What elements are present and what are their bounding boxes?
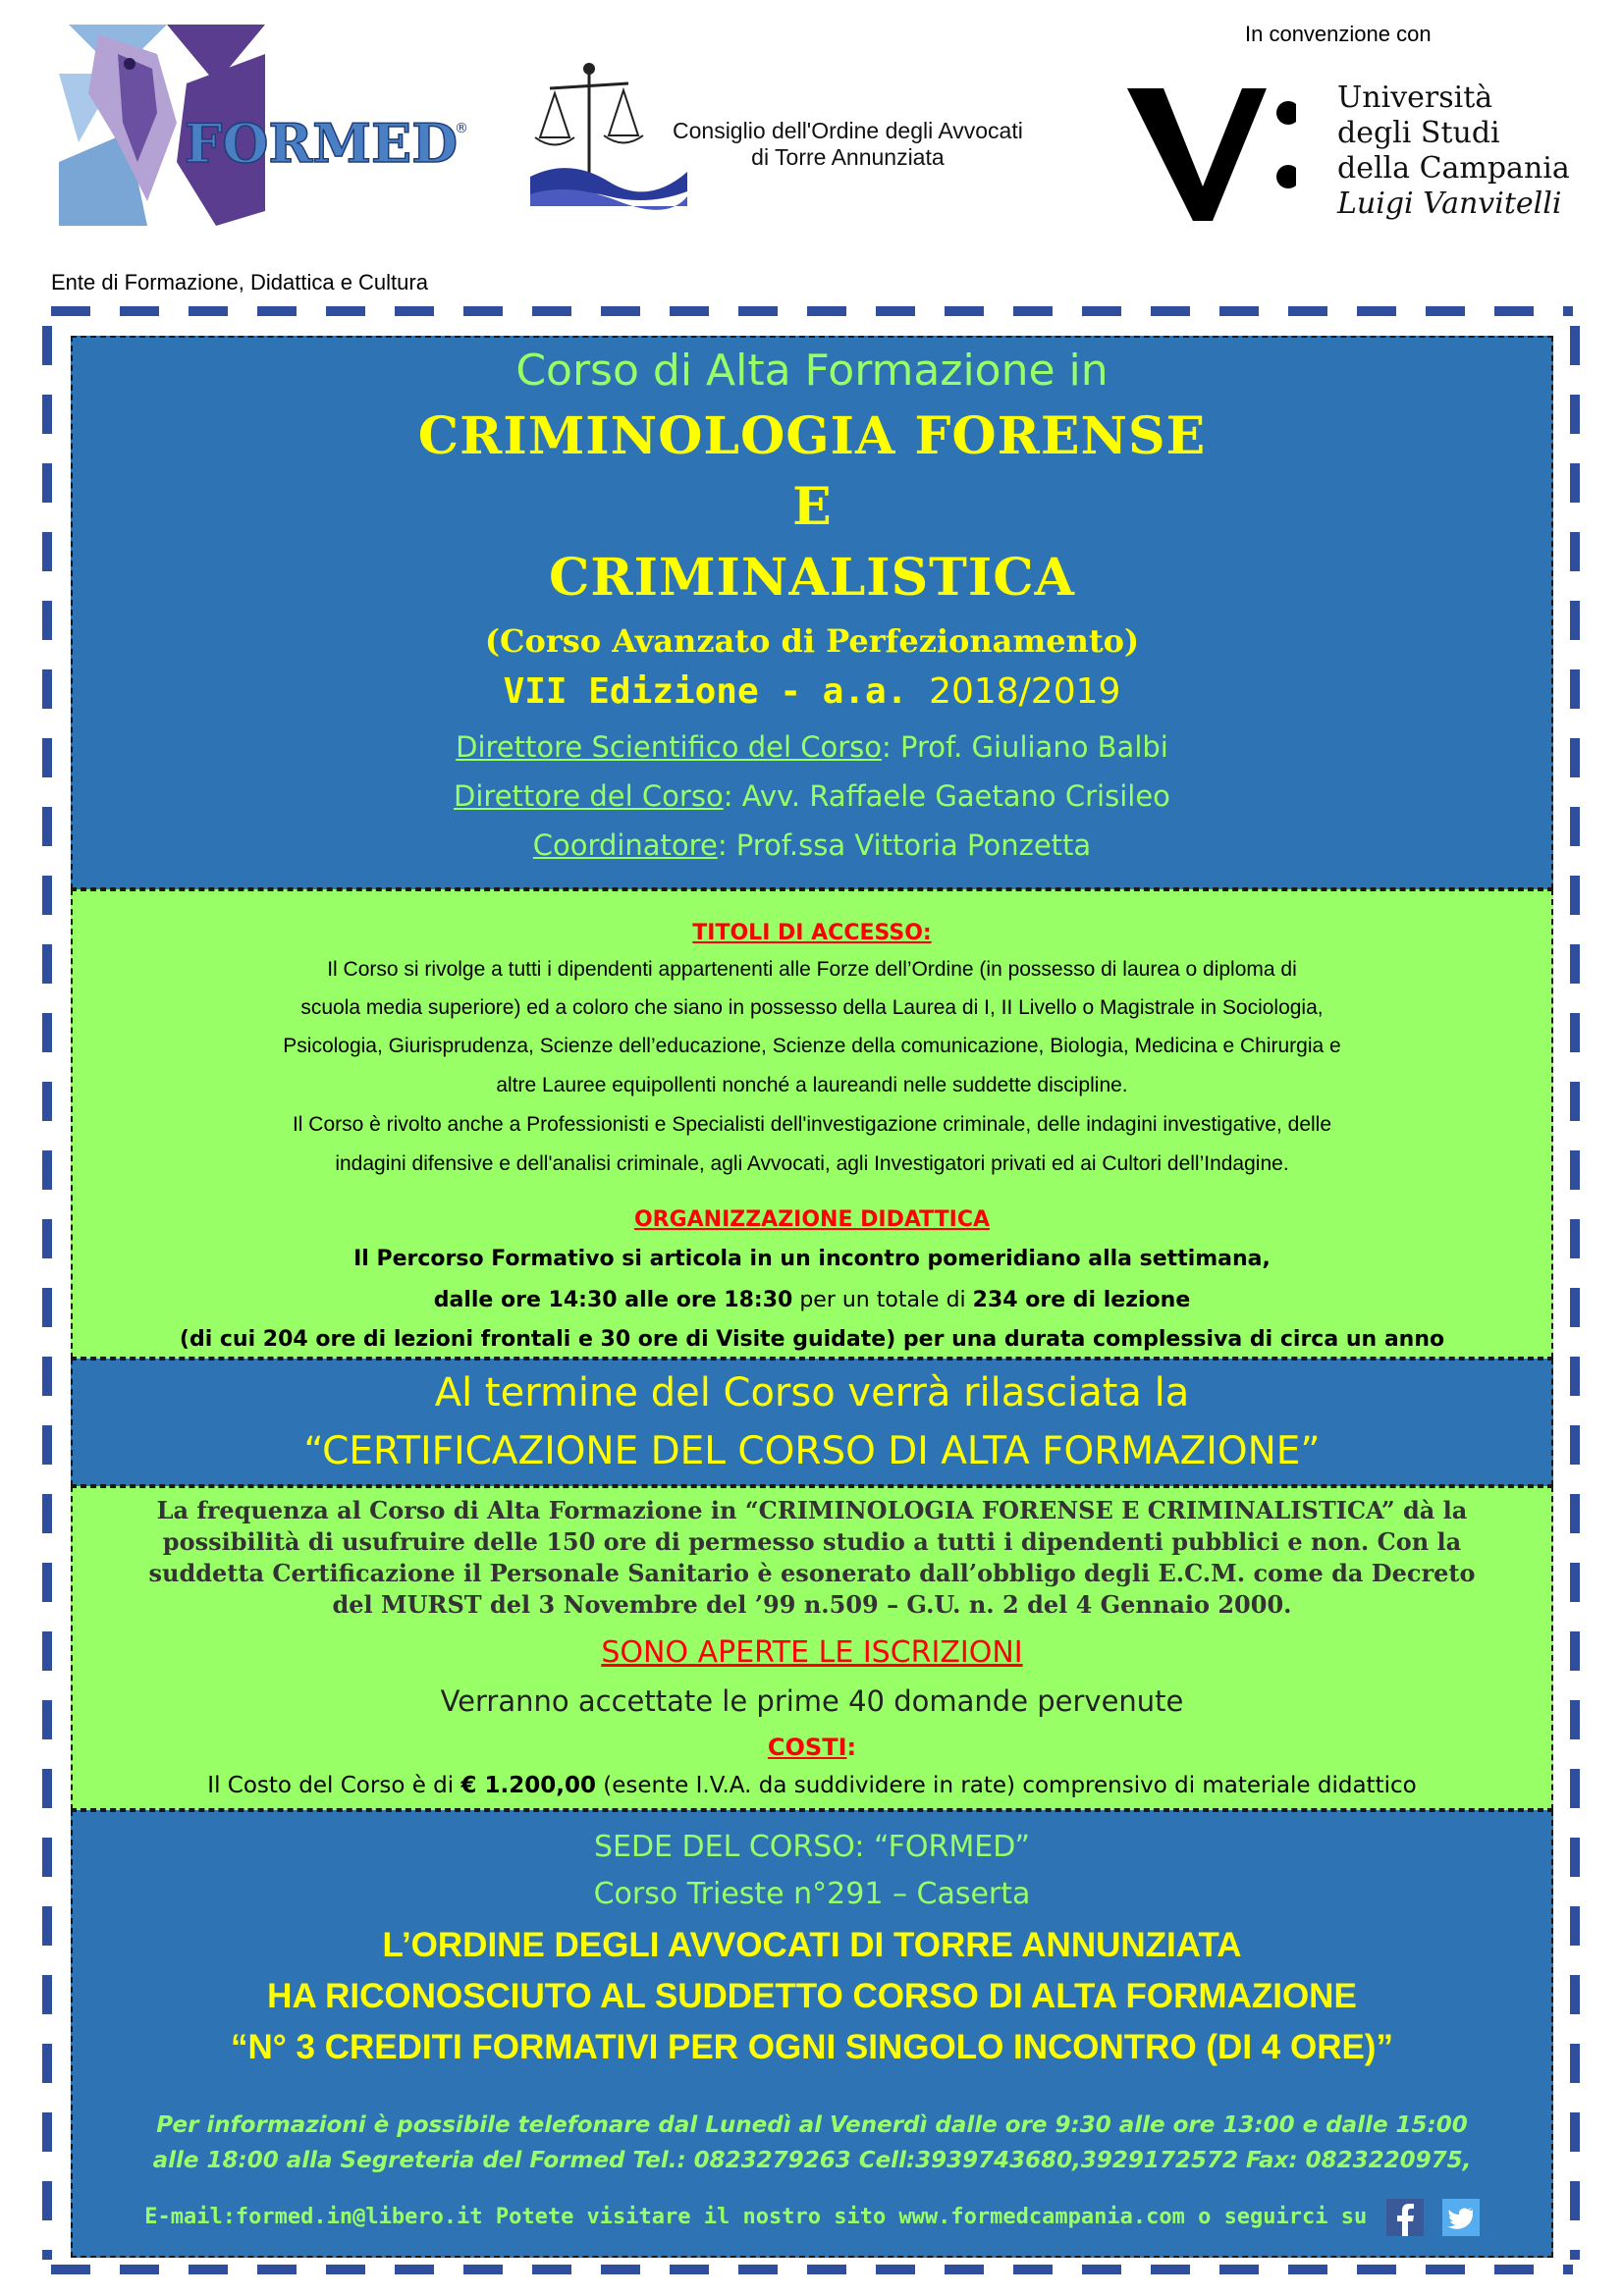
vanvitelli-logo xyxy=(1119,69,1591,236)
titoli-heading: TITOLI DI ACCESSO: xyxy=(692,921,932,945)
access-panel xyxy=(71,889,1553,1359)
access-text-1: Il Corso si rivolge a tutti i dipendenti appartenenti alle Forze dell’Ordine (in possesso di laurea o diploma di xyxy=(327,958,1297,981)
course-intro: Corso di Alta Formazione in xyxy=(515,346,1109,396)
costs-heading xyxy=(73,1734,1551,1761)
access-text-5: Il Corso è rivolto anche a Professionisti e Specialisti dell'investigazione criminale, delle indagini investigative, delle xyxy=(292,1113,1332,1136)
course-title-3: CRIMINALISTICA xyxy=(549,548,1075,608)
organization-heading: ORGANIZZAZIONE DIDATTICA xyxy=(633,1207,991,1232)
course-venue: SEDE DEL CORSO: “FORMED” xyxy=(593,1830,1031,1864)
formed-logo-text: FORMED xyxy=(185,112,459,175)
access-text-3: Psicologia, Giurisprudenza, Scienze dell’educazione, Scienze della comunicazione, Biologia, Medicina e Chirurgia e xyxy=(283,1035,1341,1057)
certification-line-2: “CERTIFICAZIONE DEL CORSO DI ALTA FORMAZIONE” xyxy=(303,1429,1321,1473)
org-text-2-mid: per un totale di xyxy=(792,1288,973,1312)
cost-text-intro: Il Costo del Corso è di xyxy=(207,1773,461,1798)
costs-heading-colon: : xyxy=(846,1734,857,1761)
access-text-4: altre Lauree equipollenti nonché a laureandi nelle suddette discipline. xyxy=(496,1074,1128,1096)
frequency-text-2: possibilità di usufruire delle 150 ore di permesso studio a tutti i dipendenti pubblici e non. Con la xyxy=(162,1527,1462,1556)
cost-text-details: (esente I.V.A. da suddividere in rate) comprensivo di materiale didattico xyxy=(595,1773,1417,1798)
coordinator-label: Coordinatore xyxy=(532,828,718,862)
enrollment-open: SONO APERTE LE ISCRIZIONI xyxy=(601,1635,1023,1670)
org-text-2 xyxy=(73,1288,1551,1312)
coa-logo xyxy=(530,59,1080,216)
org-hours: dalle ore 14:30 alle ore 18:30 xyxy=(433,1288,793,1312)
scientific-director-label: Direttore Scientifico del Corso xyxy=(456,730,882,764)
facebook-icon[interactable] xyxy=(1386,2199,1424,2236)
bar-recognition-2: HA RICONOSCIUTO AL SUDDETTO CORSO DI ALTA FORMAZIONE xyxy=(267,1977,1357,2015)
course-edition xyxy=(73,671,1551,712)
uni-name-line1: Università xyxy=(1337,80,1493,115)
cost-text xyxy=(73,1773,1551,1798)
coordinator xyxy=(73,828,1551,862)
twitter-icon[interactable] xyxy=(1442,2199,1480,2236)
access-text-2: scuola media superiore) ed a coloro che siano in possesso della Laurea di I, II Livello o Magistrale in Sociologia, xyxy=(300,996,1324,1019)
ente-subtitle: Ente di Formazione, Didattica e Cultura xyxy=(51,270,428,294)
certification-panel xyxy=(71,1359,1553,1486)
edition-label: VII Edizione - a.a. xyxy=(503,671,908,712)
course-subtitle: (Corso Avanzato di Perfezionamento) xyxy=(484,622,1140,660)
coordinator-value: : Prof.ssa Vittoria Ponzetta xyxy=(717,828,1092,862)
cost-amount: € 1.200,00 xyxy=(460,1773,596,1798)
course-title-2: E xyxy=(792,477,832,537)
contact-info-1: Per informazioni è possibile telefonare dal Lunedì al Venerdì dalle ore 9:30 alle ore 13:00 e dalle 15:00 xyxy=(156,2112,1468,2138)
uni-name-line2: degli Studi xyxy=(1337,116,1500,150)
certification-line-1: Al termine del Corso verrà rilasciata la xyxy=(434,1370,1190,1415)
bar-recognition-1: L’ORDINE DEGLI AVVOCATI DI TORRE ANNUNZIATA xyxy=(382,1926,1242,1964)
access-text-6: indagini difensive e dell'analisi criminale, agli Avvocati, agli Investigatori privati ed ai Cultori dell’Indagine. xyxy=(335,1152,1289,1175)
org-text-1: Il Percorso Formativo si articola in un incontro pomeridiano alla settimana, xyxy=(353,1247,1271,1271)
costs-heading-label: COSTI xyxy=(767,1734,847,1761)
org-text-3: (di cui 204 ore di lezioni frontali e 30 ore di Visite guidate) per una durata complessiva di circa un anno xyxy=(179,1327,1445,1352)
convenzione-label: In convenzione con xyxy=(1245,22,1432,46)
frequency-text-1: La frequenza al Corso di Alta Formazione in “CRIMINOLOGIA FORENSE E CRIMINALISTICA” dà la xyxy=(156,1496,1468,1524)
coa-name-line1: Consiglio dell'Ordine degli Avvocati xyxy=(673,118,1023,143)
bar-recognition-3: “N° 3 CREDITI FORMATIVI PER OGNI SINGOLO INCONTRO (DI 4 ORE)” xyxy=(231,2028,1393,2066)
scientific-director xyxy=(73,730,1551,764)
scales-icon xyxy=(530,63,687,210)
coa-name-line2: di Torre Annunziata xyxy=(751,144,945,170)
org-total-hours: 234 ore di lezione xyxy=(972,1288,1191,1312)
title-panel xyxy=(71,336,1553,889)
scientific-director-value: : Prof. Giuliano Balbi xyxy=(882,730,1168,764)
contact-info-2: alle 18:00 alla Segreteria del Formed Tel.: 0823279263 Cell:3939743680,3929172572 Fax: 0823220975, xyxy=(152,2148,1472,2173)
uni-name-line3: della Campania xyxy=(1337,151,1570,186)
info-panel xyxy=(71,1486,1553,1810)
frequency-text-3: suddetta Certificazione il Personale Sanitario è esonerato dall’obbligo degli E.C.M. come da Decreto xyxy=(148,1559,1476,1587)
frequency-text-4: del MURST del 3 Novembre del ’99 n.509 – G.U. n. 2 del 4 Gennaio 2000. xyxy=(332,1590,1292,1619)
academic-year: 2018/2019 xyxy=(929,671,1121,712)
formed-logo xyxy=(59,15,471,231)
contact-email-web: E-mail:formed.in@libero.it Potete visitare il nostro sito www.formedcampania.com o seguirci su xyxy=(144,2205,1368,2229)
applications-note: Verranno accettate le prime 40 domande pervenute xyxy=(440,1684,1184,1718)
course-director-value: : Avv. Raffaele Gaetano Crisileo xyxy=(723,779,1170,813)
course-director xyxy=(73,779,1551,813)
svg-text:®: ® xyxy=(455,121,468,136)
course-title-1: CRIMINOLOGIA FORENSE xyxy=(417,406,1207,466)
uni-name-line4: Luigi Vanvitelli xyxy=(1337,187,1562,221)
course-address: Corso Trieste n°291 – Caserta xyxy=(593,1877,1031,1911)
course-director-label: Direttore del Corso xyxy=(454,779,724,813)
contact-info-3 xyxy=(73,2199,1551,2236)
bottom-panel xyxy=(71,1810,1553,2258)
